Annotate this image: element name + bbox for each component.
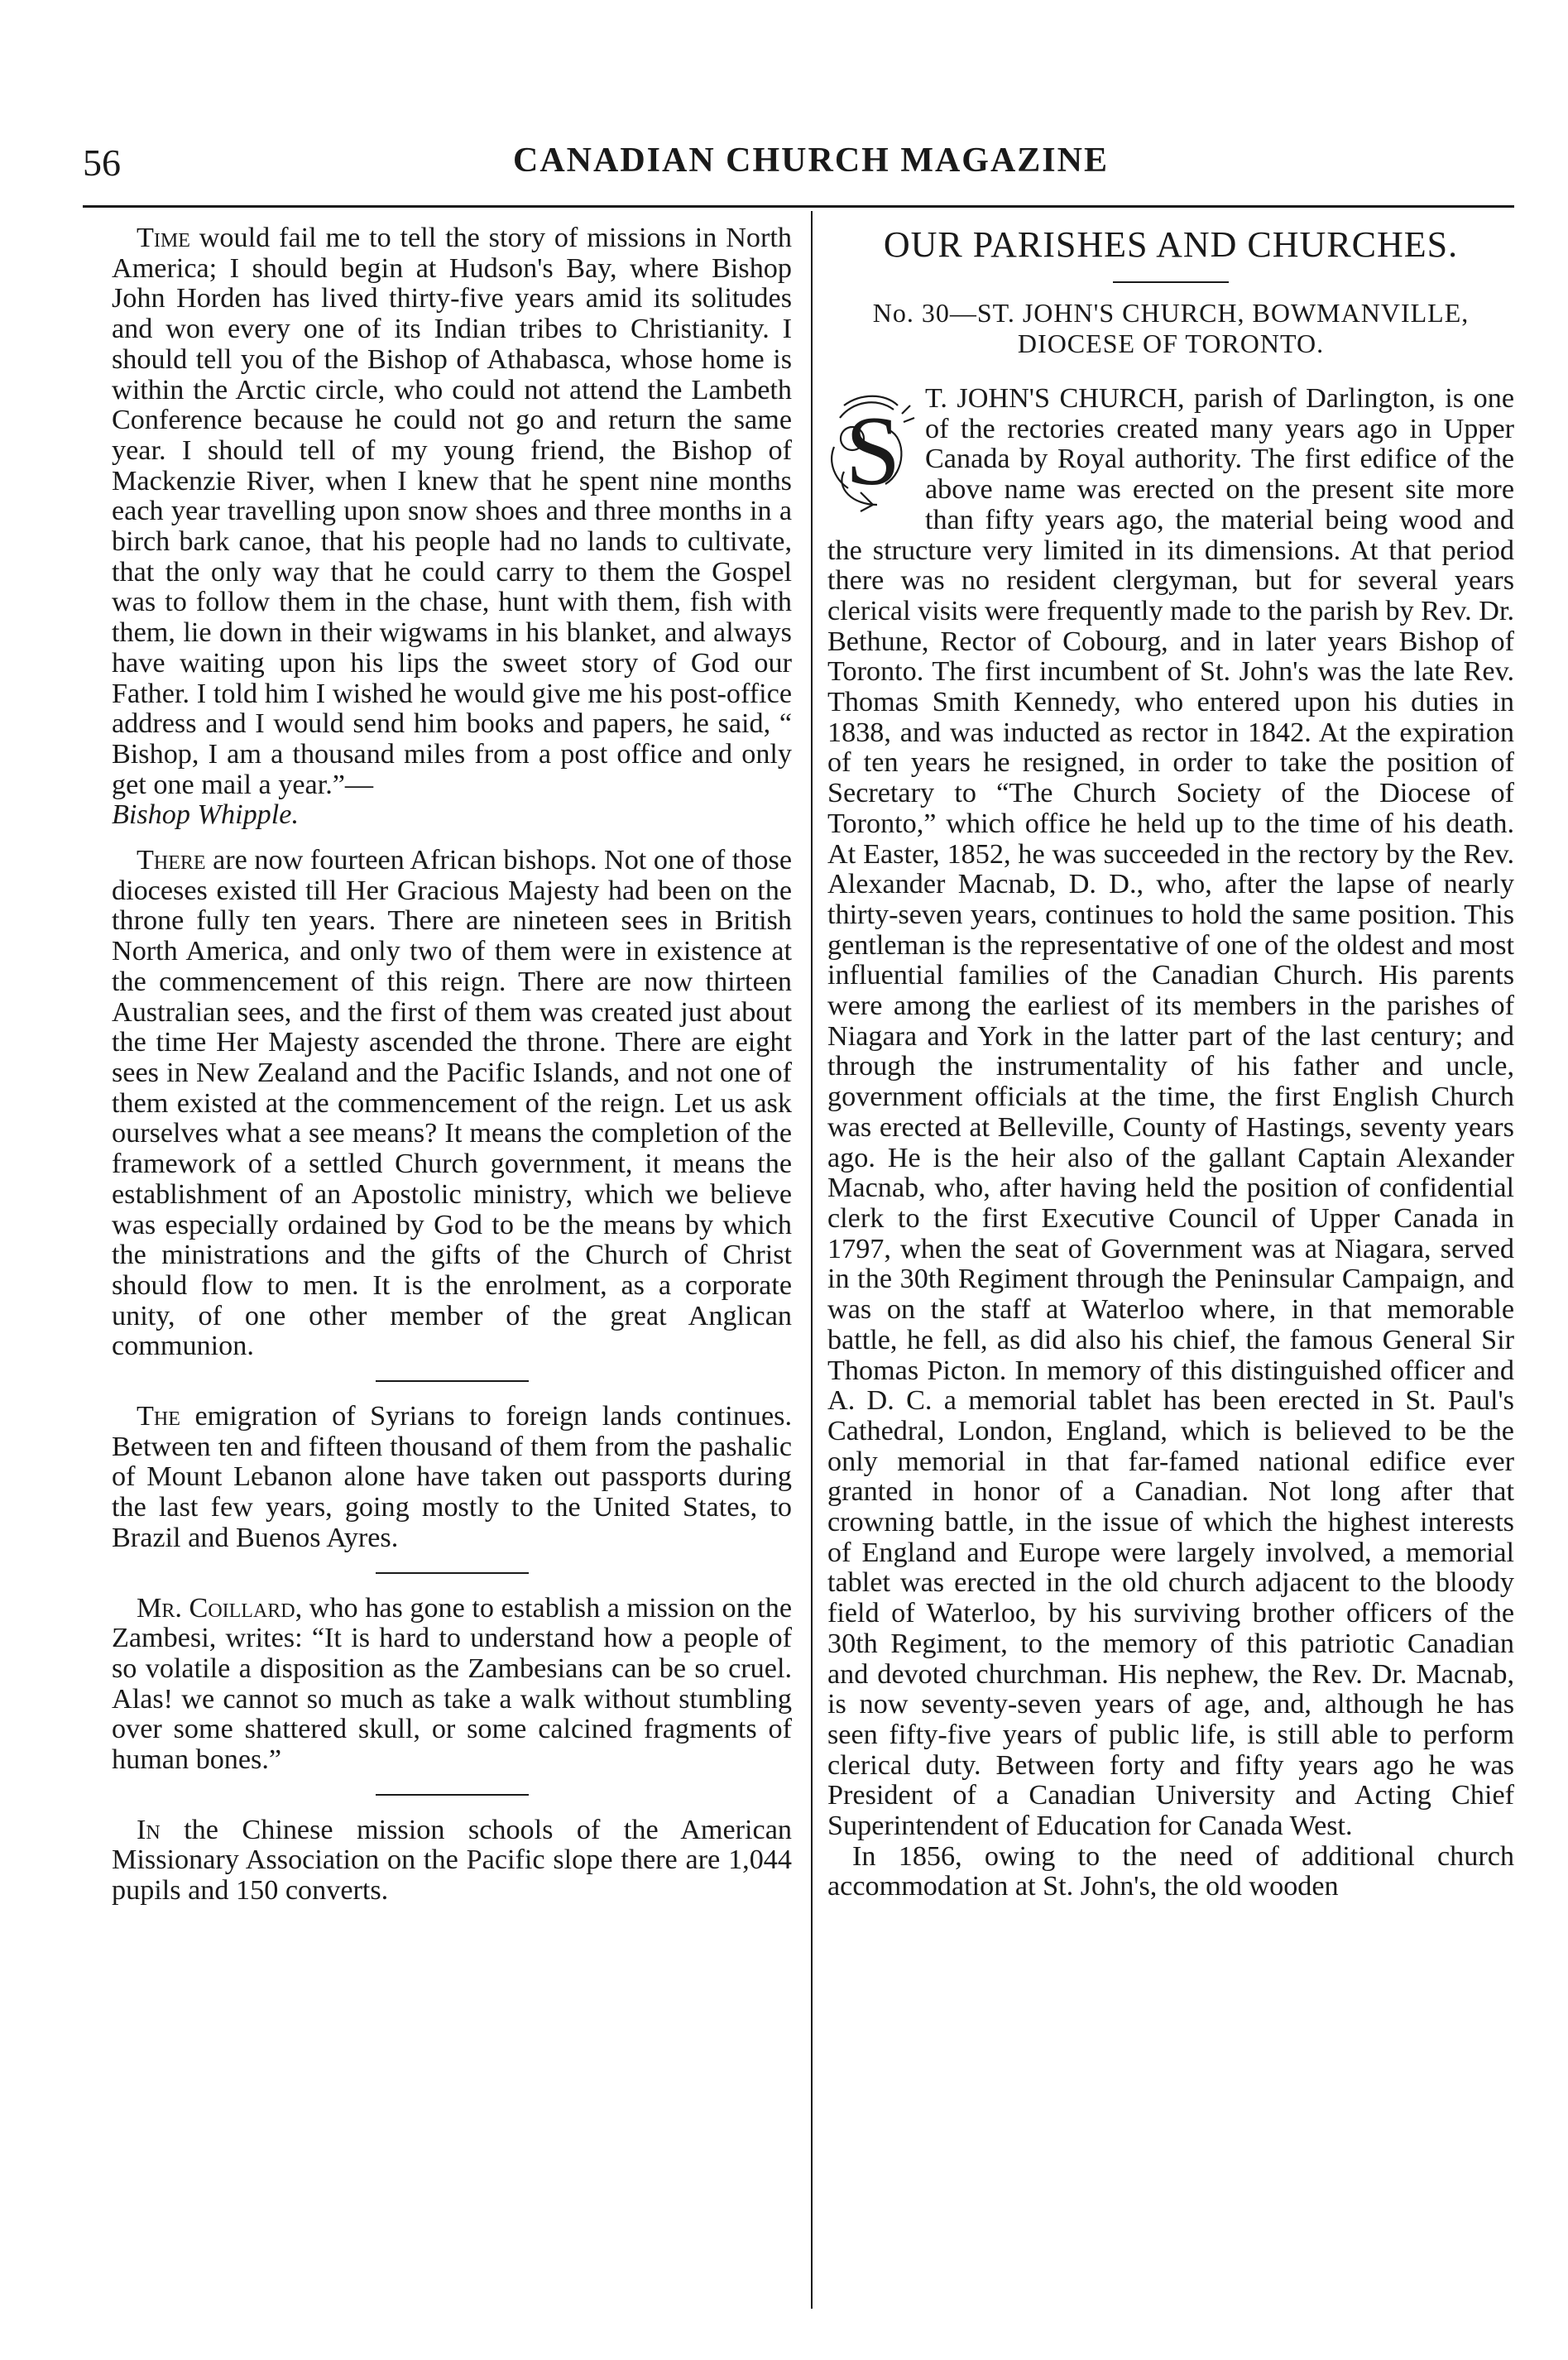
paragraph-lead: There	[137, 845, 206, 876]
left-column	[112, 223, 792, 1907]
section-rule	[376, 1794, 529, 1796]
paragraph-body: are now fourteen African bishops. Not one of those dioceses existed till Her Gracious Majesty had been on the throne fully ten years. There are nineteen sees in British North America, and only two of them were in existence at the commencement of this reign. There are now thirteen Australian sees, and the first of them was created just about the time Her Majesty ascended the throne. There are eight sees in New Zealand and the Pacific Islands, and not one of them existed at the commencement of the reign. Let us ask ourselves what a see means? It means the completion of the framework of a settled Church government, it means the establishment of an Apostolic ministry, which we believe was especially ordained by God to be the means by which the ministrations and the gifts of the Church of Christ should flow to men. It is the enrolment, as a corporate unity, of one other member of the great Anglican communion.	[112, 845, 792, 1362]
right-column	[827, 223, 1514, 1902]
paragraph-chinese-schools	[112, 1816, 792, 1907]
article-subhead	[827, 298, 1514, 359]
paragraph-body: parish of Darlington, is one of the rectories created many years ago in Upper Canada by Royal authority. The first edifice of the above name was erected on the present site more than fifty years ago, the material being wood and the structure very limited in its dimensions. At that period there was no resident clergyman, but for several years clerical visits were frequently made to the parish by Rev. Dr. Bethune, Rector of Cobourg, and in later years Bishop of Toronto. The first incumbent of St. John's was the late Rev. Thomas Smith Kennedy, who entered upon his duties in 1838, and was inducted as rector in 1842. At the expiration of ten years he resigned, in order to take the position of Secretary to “The Church Society of the Diocese of Toronto,” which office he held up to the time of his death. At Easter, 1852, he was succeeded in the rectory by the Rev. Alexander Macnab, D. D., who, after the lapse of nearly thirty-seven years, continues to hold the same position. This gentleman is the representative of one of the oldest and most influential families of the Canadian Church. His parents were among the earliest of its members in the parishes of Niagara and York in the latter part of the last century; and through the instrumentality of his father and uncle, government officials at the time, the first English Church was erected at Belleville, County of Hastings, seventy years ago. He is the heir also of the gallant Captain Alexander Macnab, who, after having held the position of confidential clerk to the first Executive Council of Upper Canada in 1797, when the seat of Government was at Niagara, served in the 30th Regiment through the Peninsular Campaign, and was on the staff at Waterloo where, in that memorable battle, he fell, as did also his chief, the famous General Sir Thomas Picton. In memory of this distinguished officer and A. D. C. a memorial tablet has been erected in St. Paul's Cathedral, London, England, which is believed to be the only memorial in that far-famed national edifice ever granted in honor of a Canadian. Not long after that crowning battle, in the issue of which the highest interests of England and Europe were largely involved, a memorial tablet was erected in the old church adjacent to the bloody field of Waterloo, by his surviving brother officers of the 30th Regiment, to the memory of this patriotic Canadian and devoted churchman. His nephew, the Rev. Dr. Macnab, is now seventy-seven years of age, and, although he has seen fifty-five years of public life, is still able to perform clerical duty. Between forty and fifty years ago he was President of a Canadian University and Acting Chief Superintendent of Education for Canada West.	[827, 383, 1514, 1842]
paragraph-lead: The	[137, 1401, 180, 1432]
running-title: CANADIAN CHURCH MAGAZINE	[513, 142, 1109, 180]
column-divider	[811, 211, 813, 2309]
paragraph-syrians	[112, 1402, 792, 1554]
paragraph-lead: T. JOHN'S CHURCH,	[925, 383, 1185, 414]
page-number: 56	[83, 142, 121, 184]
subhead-line-1: No. 30—ST. JOHN'S CHURCH, BOWMANVILLE,	[872, 298, 1470, 328]
paragraph-1856: In 1856, owing to the need of additional church accommodation at St. John's, the old wooden	[827, 1840, 1514, 1902]
section-title: OUR PARISHES AND CHURCHES.	[883, 224, 1459, 265]
paragraph-body: who has gone to establish a mission on the Zambesi, writes: “It is hard to understand how a people of so volatile a disposition as the Zambesians can be so cruel. Alas! we cannot so much as take a walk without stumbling over some shattered skull, or some calcined fragments of human bones.”	[112, 1592, 792, 1776]
paragraph-african-bishops	[112, 846, 792, 1362]
section-rule	[376, 1572, 529, 1574]
paragraph-body: emigration of Syrians to foreign lands continues. Between ten and fifteen thousand of them from the pashalic of Mount Lebanon alone have taken out passports during the last few years, going mostly to the United States, to Brazil and Buenos Ayres.	[112, 1401, 792, 1553]
paragraph-lead: Mr. Coillard,	[137, 1592, 303, 1624]
section-rule	[376, 1380, 529, 1382]
subhead-line-2: DIOCESE OF TORONTO.	[1017, 329, 1325, 358]
drop-cap-letter: S	[845, 396, 901, 506]
paragraph-body: the Chinese mission schools of the American Missionary Association on the Pacific slope there are 1,044 pupils and 150 converts.	[112, 1814, 792, 1907]
title-rule	[1113, 281, 1229, 283]
paragraph-lead: In	[137, 1814, 161, 1845]
drop-cap-ornament	[827, 389, 918, 513]
paragraph-body: would fail me to tell the story of missions in North America; I should begin at Hudson's Bay, where Bishop John Horden has lived thirty-five years amid its solitudes and won every one of its Indian tribes to Christianity. I should tell you of the Bishop of Athabasca, whose home is within the Arctic circle, who could not attend the Lambeth Conference because he could not go and return the same year. I should tell of my young friend, the Bishop of Mackenzie River, when I knew that he spent nine months each year travelling upon snow shoes and three months in a birch bark canoe, that his people had no lands to cultivate, that the only way that he could carry to them the Gospel was to follow them in the chase, hunt with them, fish with them, lie down in their wigwams in his blanket, and always have waiting upon his lips the sweet story of God our Father. I told him I wished he would give me his post-office address and I would send him books and papers, he said, “ Bishop, I am a thousand miles from a post office and only get one mail a year.”—	[112, 223, 792, 800]
paragraph-missions	[112, 223, 792, 831]
paragraph-st-johns	[827, 384, 1514, 1842]
paragraph-coillard	[112, 1594, 792, 1776]
attribution: Bishop Whipple.	[112, 799, 299, 831]
paragraph-lead: Time	[137, 223, 190, 253]
header-rule	[83, 205, 1514, 208]
